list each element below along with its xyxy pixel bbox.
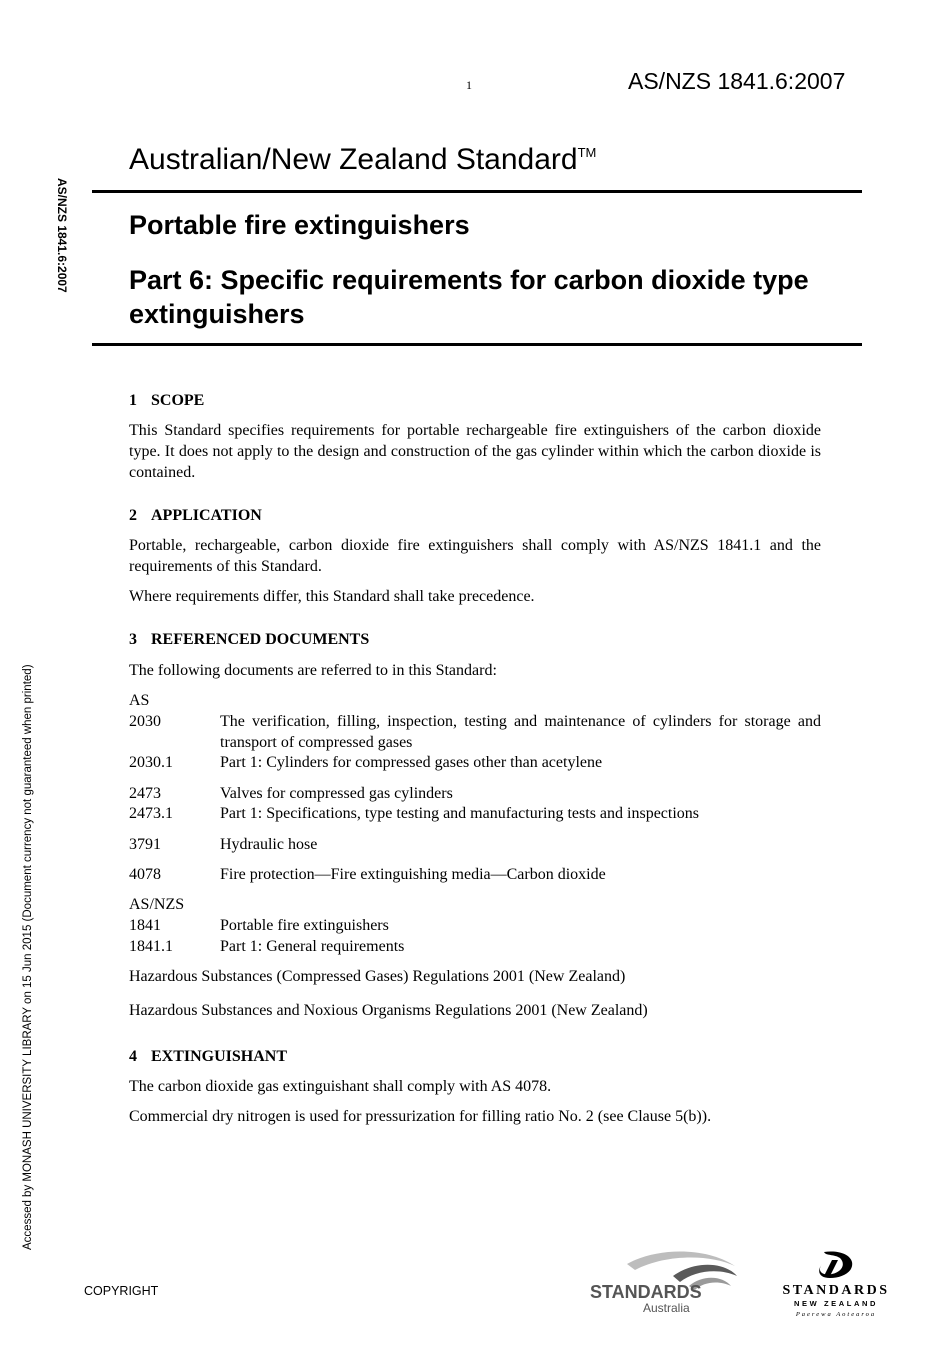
reference-title: Part 1: Specifications, type testing and manufacturing tests and inspections [220, 805, 700, 822]
copyright: COPYRIGHT [84, 1284, 159, 1298]
reference-code: 3791 [129, 836, 161, 853]
main-title: Portable fire extinguishers [129, 210, 470, 240]
reference-row [129, 803, 821, 824]
reference-title: Portable fire extinguishers [220, 917, 389, 934]
reference-title: Part 1: General requirements [220, 938, 405, 955]
reference-row [129, 711, 821, 753]
logo-snz-line1: STANDARDS [782, 1283, 890, 1298]
section-number: 1 [129, 392, 137, 409]
extinguishant-text-2: Commercial dry nitrogen is used for pressurization for filling ratio No. 2 (see Clause 5(b)). [129, 1108, 712, 1125]
page-number: 1 [466, 78, 472, 92]
logo-snz-line3: Paerewa Aotearoa [795, 1311, 877, 1318]
reference-code: 2473 [129, 785, 161, 802]
reference-title: Hydraulic hose [220, 836, 318, 853]
standards-new-zealand-logo [772, 1248, 900, 1320]
section-heading-extinguishant [129, 1046, 821, 1067]
section-number: 3 [129, 631, 137, 648]
reference-code: 2473.1 [129, 805, 173, 822]
reference-row [129, 915, 821, 936]
logo-sa-line1: STANDARDS [590, 1282, 702, 1302]
section-heading-application [129, 505, 821, 526]
standard-name-text: Australian/New Zealand Standard [129, 143, 578, 176]
reference-code: 1841 [129, 917, 161, 934]
scope-text: This Standard specifies requirements for portable rechargeable fire extinguishers of the carbon dioxide type. It does not apply to the design and construction of the gas cylinder within which the carbon dioxide is contained. [129, 422, 821, 481]
side-document-code: AS/NZS 1841.6:2007 [55, 178, 69, 293]
title-rule-bottom [92, 343, 862, 346]
reference-title: Part 1: Cylinders for compressed gases other than acetylene [220, 754, 603, 771]
section-number: 2 [129, 507, 137, 524]
reference-row [129, 936, 821, 957]
reference-code: 4078 [129, 866, 161, 883]
section-title: REFERENCED DOCUMENTS [151, 631, 370, 648]
section-heading-referenced [129, 629, 821, 650]
application-text-1: Portable, rechargeable, carbon dioxide fire extinguishers shall comply with AS/NZS 1841.1 and the requirements of this Standard. [129, 537, 821, 575]
regulation-1: Hazardous Substances (Compressed Gases) Regulations 2001 (New Zealand) [129, 968, 626, 985]
trademark: TM [577, 145, 597, 160]
reference-code: 1841.1 [129, 938, 173, 955]
group-as: AS [129, 692, 150, 709]
standard-name [129, 143, 596, 177]
title-rule-top [92, 190, 862, 193]
reference-title: Fire protection—Fire extinguishing media—Carbon dioxide [220, 866, 606, 883]
regulation-2: Hazardous Substances and Noxious Organisms Regulations 2001 (New Zealand) [129, 1002, 648, 1019]
section-number: 4 [129, 1048, 137, 1065]
logo-sa-line2: Australia [643, 1301, 690, 1315]
reference-row [129, 783, 821, 804]
part-title: Part 6: Specific requirements for carbon dioxide type extinguishers [129, 265, 809, 329]
section-heading-scope [129, 390, 821, 411]
standards-australia-logo [585, 1246, 745, 1316]
reference-row [129, 834, 821, 855]
access-note: Accessed by MONASH UNIVERSITY LIBRARY on 15 Jun 2015 (Document currency not guaranteed when printed) [22, 664, 34, 1250]
section-title: EXTINGUISHANT [151, 1048, 288, 1065]
referenced-intro: The following documents are referred to in this Standard: [129, 662, 497, 679]
reference-row [129, 752, 821, 773]
group-asnzs: AS/NZS [129, 896, 185, 913]
reference-code: 2030.1 [129, 754, 173, 771]
reference-code: 2030 [129, 713, 161, 730]
reference-title: The verification, filling, inspection, testing and maintenance of cylinders for storage and transport of compressed gases [220, 713, 821, 751]
extinguishant-text-1: The carbon dioxide gas extinguishant shall comply with AS 4078. [129, 1078, 552, 1095]
reference-title: Valves for compressed gas cylinders [220, 785, 453, 802]
logo-snz-line2: NEW ZEALAND [793, 1299, 879, 1308]
application-text-2: Where requirements differ, this Standard shall take precedence. [129, 588, 535, 605]
document-code: AS/NZS 1841.6:2007 [628, 68, 846, 94]
section-title: SCOPE [151, 392, 205, 409]
section-title: APPLICATION [151, 507, 262, 524]
reference-row [129, 864, 821, 885]
